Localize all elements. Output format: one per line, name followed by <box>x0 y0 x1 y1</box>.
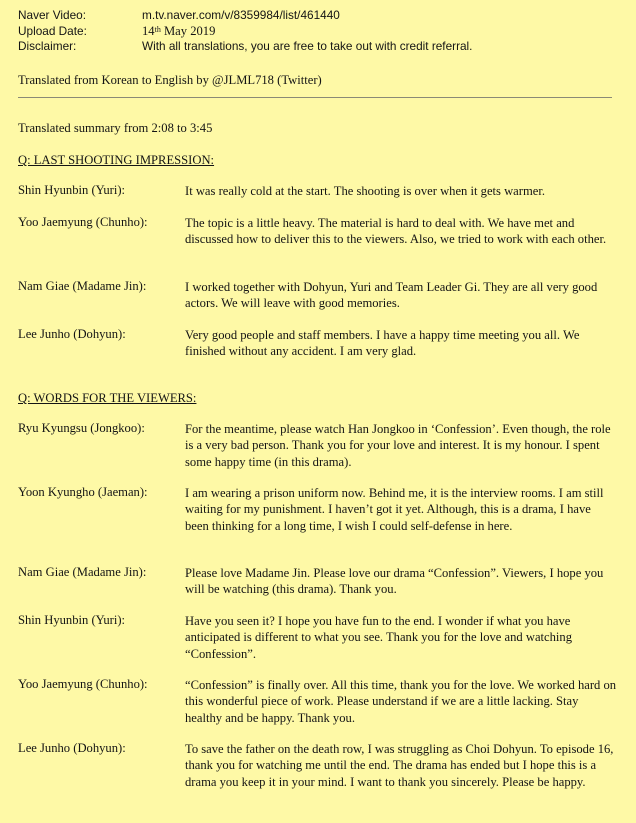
divider <box>18 97 612 98</box>
answer-text: The topic is a little heavy. The material is hard to deal with. We have met and discussed how to deliver this to the viewers. Also, we tried to work with each other. <box>185 216 607 247</box>
answer-text: It was really cold at the start. The shooting is over when it gets warmer. <box>185 184 545 198</box>
speaker-name: Shin Hyunbin (Yuri): <box>18 183 126 197</box>
date-rest: May 2019 <box>160 23 216 38</box>
date-suffix: th <box>154 24 161 34</box>
answer-text: Very good people and staff members. I have a happy time meeting you all. We finished without any accident. I am very glad. <box>185 328 580 359</box>
answer-text: To save the father on the death row, I was struggling as Choi Dohyun. To episode 16, thank you for watching me until the end. The drama has ended but I hope this is a drama you keep it in your mind. I want to thank you sincerely. Please be happy. <box>185 742 614 789</box>
speaker-name: Nam Giae (Madame Jin): <box>18 279 147 293</box>
answer-text: For the meantime, please watch Han Jongkoo in ‘Confession’. Even though, the role is a very bad person. Thank you for your love and interest. It is my honour. I spent some happy time (in this drama). <box>185 422 611 469</box>
speaker-name: Lee Junho (Dohyun): <box>18 741 126 755</box>
date-label: Upload Date: <box>18 23 87 38</box>
speaker-name: Yoo Jaemyung (Chunho): <box>18 215 148 229</box>
speaker-name: Shin Hyunbin (Yuri): <box>18 613 126 627</box>
answer-text: I worked together with Dohyun, Yuri and Team Leader Gi. They are all very good actors. We will leave with good memories. <box>185 280 598 311</box>
upload-date <box>142 24 215 40</box>
answer-text: Have you seen it? I hope you have fun to the end. I wonder if what you have anticipated is different to what you see. Thank you for the love and watching “Confession”. <box>185 614 573 661</box>
date-day: 14 <box>142 23 155 38</box>
speaker-name: Nam Giae (Madame Jin): <box>18 565 147 579</box>
speaker-name: Yoon Kyungho (Jaeman): <box>18 485 148 499</box>
speaker-name: Yoo Jaemyung (Chunho): <box>18 677 148 691</box>
translator-credit: Translated from Korean to English by @JLML718 (Twitter) <box>18 73 322 87</box>
video-url: m.tv.naver.com/v/8359984/list/461440 <box>142 8 340 22</box>
answer-text: “Confession” is finally over. All this time, thank you for the love. We worked hard on this wonderful piece of work. Please understand if we are a little lacking. Stay healthy and be happy. Thank you. <box>185 678 617 725</box>
question-heading: Q: LAST SHOOTING IMPRESSION: <box>18 153 215 167</box>
answer-text: Please love Madame Jin. Please love our drama “Confession”. Viewers, I hope you will be watching (this drama). Thank you. <box>185 566 604 597</box>
speaker-name: Ryu Kyungsu (Jongkoo): <box>18 421 145 435</box>
disclaimer-text: With all translations, you are free to take out with credit referral. <box>142 39 473 53</box>
speaker-name: Lee Junho (Dohyun): <box>18 327 126 341</box>
disclaimer-label: Disclaimer: <box>18 39 77 53</box>
summary-range: Translated summary from 2:08 to 3:45 <box>18 121 213 135</box>
answer-text: I am wearing a prison uniform now. Behind me, it is the interview rooms. I am still waiting for my punishment. I haven’t got it yet. Although, this is a drama, I have been thinking for a long time, I wish I could self-defense in here. <box>185 486 604 533</box>
video-label: Naver Video: <box>18 8 86 22</box>
question-heading: Q: WORDS FOR THE VIEWERS: <box>18 391 197 405</box>
